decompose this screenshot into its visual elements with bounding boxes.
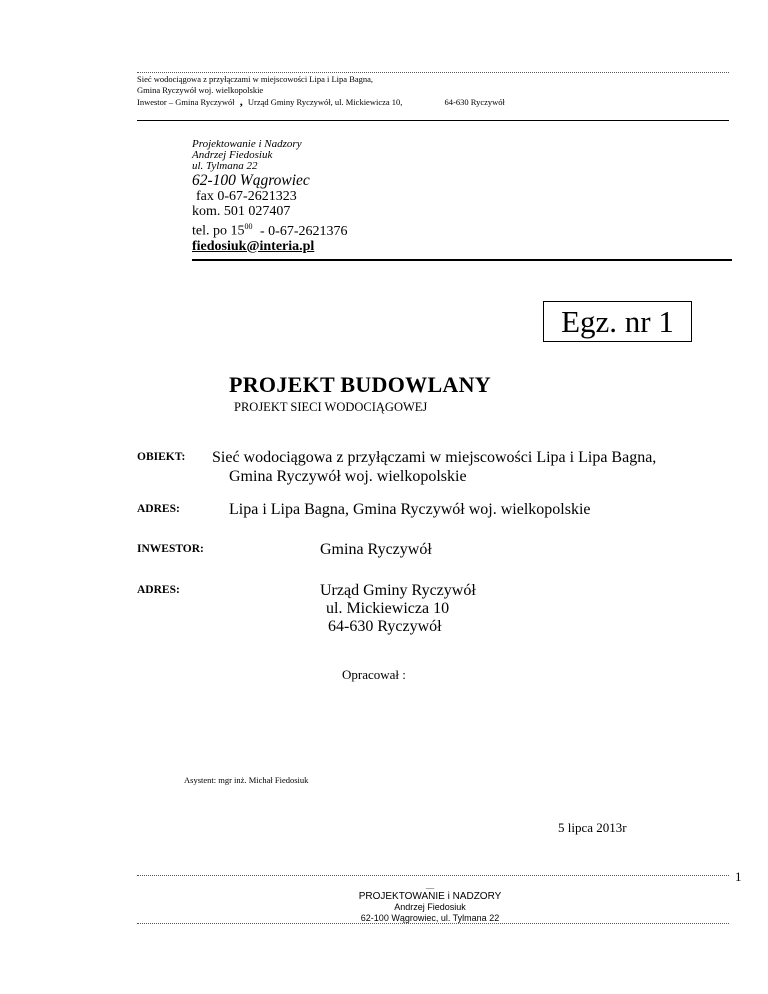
footer-top-rule bbox=[137, 875, 729, 876]
firm-phone bbox=[192, 219, 348, 239]
inwestor-label: INWESTOR: bbox=[137, 543, 204, 555]
footer-bottom-rule bbox=[137, 923, 729, 924]
firm-rule bbox=[192, 259, 732, 261]
adres-value-2-line-1: Urząd Gminy Ryczywół bbox=[320, 582, 476, 599]
firm-street: ul. Tylmana 22 bbox=[192, 160, 258, 172]
footer-line-3: 62-100 Wągrowiec, ul. Tylmana 22 bbox=[360, 913, 500, 923]
firm-name: Projektowanie i Nadzory bbox=[192, 138, 302, 150]
copy-number-box: Egz. nr 1 bbox=[543, 301, 692, 342]
adres-label-1: ADRES: bbox=[137, 503, 180, 515]
header-line-1: Sieć wodociągowa z przyłączami w miejscowości Lipa i Lipa Bagna, bbox=[137, 74, 374, 84]
page-number: 1 bbox=[735, 869, 742, 884]
header-line-3 bbox=[137, 96, 505, 108]
inwestor-value: Gmina Ryczywół bbox=[320, 541, 432, 558]
header-comma: , bbox=[239, 94, 243, 108]
header-top-rule bbox=[137, 72, 729, 73]
assistant-note: Asystent: mgr inż. Michał Fiedosiuk bbox=[184, 775, 309, 785]
document-subtitle: PROJEKT SIECI WODOCIĄGOWEJ bbox=[234, 400, 428, 414]
adres-label-2: ADRES: bbox=[137, 584, 180, 596]
footer-mark: ___ bbox=[425, 884, 435, 890]
header-line-2: Gmina Ryczywół woj. wielkopolskie bbox=[137, 85, 264, 95]
prepared-by-label: Opracował : bbox=[342, 667, 406, 682]
firm-mobile: kom. 501 027407 bbox=[192, 204, 291, 219]
adres-value-1: Lipa i Lipa Bagna, Gmina Ryczywół woj. wielkopolskie bbox=[229, 501, 591, 518]
obiekt-value-1: Sieć wodociągowa z przyłączami w miejscowości Lipa i Lipa Bagna, bbox=[212, 449, 657, 466]
footer-line-1: PROJEKTOWANIE i NADZORY bbox=[358, 891, 502, 902]
document-date: 5 lipca 2013r bbox=[558, 820, 627, 835]
header-postcode: 64-630 Ryczywół bbox=[444, 97, 505, 107]
firm-phone-sup: 00 bbox=[244, 222, 253, 231]
header-office: Urząd Gminy Ryczywół, ul. Mickiewicza 10, bbox=[247, 97, 403, 107]
obiekt-value-2: Gmina Ryczywół woj. wielkopolskie bbox=[229, 468, 467, 485]
header-investor: Inwestor – Gmina Ryczywół bbox=[137, 97, 235, 107]
footer-line-2: Andrzej Fiedosiuk bbox=[394, 902, 466, 912]
designer-firm-block bbox=[192, 139, 348, 255]
header-bottom-rule bbox=[137, 120, 729, 121]
obiekt-label: OBIEKT: bbox=[137, 451, 186, 463]
firm-city: 62-100 Wągrowiec bbox=[192, 172, 310, 189]
footer-block bbox=[300, 885, 560, 924]
document-title: PROJEKT BUDOWLANY bbox=[229, 372, 491, 397]
adres-value-2-line-2: ul. Mickiewicza 10 bbox=[326, 600, 450, 617]
firm-phone-prefix: tel. po 15 bbox=[192, 223, 245, 239]
firm-fax: fax 0-67-2621323 bbox=[196, 189, 297, 204]
firm-person: Andrzej Fiedosiuk bbox=[192, 149, 273, 161]
document-header bbox=[137, 74, 505, 108]
firm-email[interactable]: fiedosiuk@interia.pl bbox=[192, 238, 315, 254]
firm-phone-number: - 0-67-2621376 bbox=[260, 223, 348, 239]
adres-value-2-line-3: 64-630 Ryczywół bbox=[328, 618, 442, 635]
